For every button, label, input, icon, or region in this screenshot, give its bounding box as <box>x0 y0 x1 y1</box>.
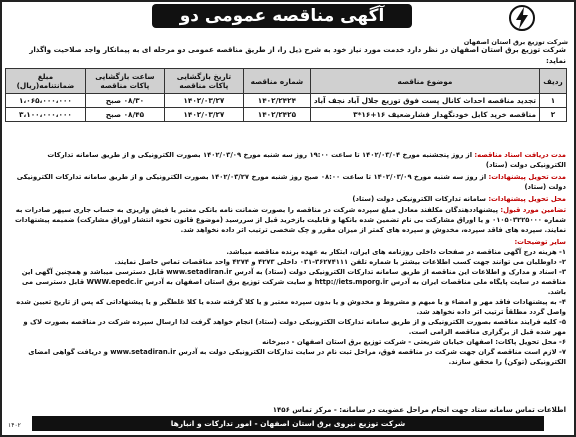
cell-subject: مناقصه خرید کابل خودنگهدار فشارضعیف ۱۶+۱۶*۳ <box>310 108 539 122</box>
section-text: پیشنهاددهندگان مکلفند معادل مبلغ سپرده شرکت در مناقصه را بصورت ضمانت نامه بانکی معتبر یا فیش واریزی به حساب جاری سپهر صادرات به شماره ۰۱۰۵۰۳۲۲۵۰۰۰ و یا اوراق مشارکت بی نام تضمین شده بانکها و قابلیت بازخرید قبل از سررسید (موضوع قانون نحوه انتشار اوراق مشارکت) ضمیمه پیشنهادات نمایند. سپرده های فاقد سپرده، مخدوش و سپرده های کمتر از میزان مقرر و چک شخصی ترتیب اثر داده نخواهد شد. <box>14 206 566 234</box>
cell-date: ۱۴۰۲/۰۳/۲۷ <box>164 108 243 122</box>
notes-section <box>10 237 566 367</box>
notes-label: سایر توضیحات: <box>514 238 566 246</box>
table-header-row <box>6 69 567 94</box>
note-item: ۷- لازم است مناقصه گران جهت شرکت در مناقصه فوق، مراحل ثبت نام در سایت تدارکات الکترونیکی دولت به آدرس www.setadiran.ir و دریافت گواهی امضای الکترونیکی (توکن) را محقق سازند. <box>28 348 566 366</box>
section-label: مدت تحویل پیشنهادات: <box>488 173 566 181</box>
notice-title: آگهی مناقصه عمومی دو مرحله ای <box>152 4 412 28</box>
cell-amount: ۱،۰۶۵،۰۰۰،۰۰۰ <box>6 94 86 108</box>
note-item: ۲- داوطلبان می توانند جهت کسب اطلاعات بیشتر با شماره تلفن ۳۶۲۷۴۱۱۱-۰۳۱ داخلی ۴۲۷۳ و ۴۲۷۴ واحد مناقصات تماس حاصل نمایند. <box>114 258 566 266</box>
cell-subject: تجدید مناقصه احداث کانال پست فوق توزیع جلال آباد نجف آباد <box>310 94 539 108</box>
cell-row: ۱ <box>540 94 567 108</box>
section-text: سامانه تدارکات الکترونیکی دولت (ستاد) <box>352 195 486 203</box>
note-item: ۱- هزینه درج آگهی مناقصه در صفحات داخلی روزنامه های ایران، ابتکار به عهده برنده مناقصه میباشد. <box>226 248 566 256</box>
col-date: تاریخ بازگشایی پاکات مناقصه <box>164 69 243 94</box>
intro-text: شرکت توزیع برق استان اصفهان در نظر دارد خدمت مورد نیاز خود به شرح ذیل را، از طریق مناقصه عمومی دو مرحله ای به پیمانکار واجد صلاحیت واگذار نماید: <box>29 45 566 65</box>
section-text: از روز پنجشنبه مورخ ۱۴۰۲/۰۳/۰۴ تا ساعت ۱۹:۰۰ روز سه شنبه مورخ ۱۴۰۲/۰۳/۰۹ بصورت الکترونیکی و از طریق سامانه تدارکات الکترونیکی دولت (ستاد) <box>47 151 566 169</box>
cell-time: ۰۸/۳۰ صبح <box>85 94 164 108</box>
lightning-tower-icon <box>507 4 537 32</box>
tender-table <box>5 68 567 122</box>
contact-info: اطلاعات تماس سامانه ستاد جهت انجام مراحل عضویت در سامانه: - مرکز تماس ۱۴۵۶ <box>272 406 566 414</box>
bid-location-section <box>10 194 566 204</box>
company-name: شرکت توزیع برق استان اصفهان <box>463 38 568 46</box>
cell-time: ۰۸/۴۵ صبح <box>85 108 164 122</box>
col-time: ساعت بازگشایی پاکات مناقصه <box>85 69 164 94</box>
footer-bar: شرکت توزیع نیروی برق استان اصفهان - امور تدارکات و انبارها <box>32 416 544 431</box>
cell-row: ۲ <box>540 108 567 122</box>
note-item: ۴- به پیشنهادات فاقد مهر و امضاء و یا مبهم و مشروط و مخدوش و یا بدون سپرده معتبر و یا کلا گرفته شده یا کلا غلطگیر و یا پیشنهاداتی که پس از تاریخ تعیین شده واصل گردد مطلقاً ترتیب اثر داده نخواهد شد. <box>16 298 566 316</box>
col-amount: مبلغ ضمانتنامه(ریال) <box>6 69 86 94</box>
note-item: ۵- کلیه فرایند مناقصه بصورت الکترونیکی و از طریق سامانه تدارکات الکترونیکی دولت (ستاد) انجام خواهد گرفت لذا ارسال سپرده شرکت در مناقصه بصورت لاک و مهر شده قبل از برگزاری مناقصه الزامی است. <box>23 318 566 336</box>
section-text: از روز سه شنبه مورخ ۱۴۰۲/۰۳/۰۹ تا ساعت ۰۸:۰۰ صبح روز شنبه مورخ ۱۴۰۲/۰۳/۲۷ بصورت الکترونیکی و از طریق سامانه تدارکات الکترونیکی دولت (ستاد) <box>16 173 566 191</box>
company-logo <box>463 4 568 46</box>
cell-number: ۱۴۰۲/۲۴۲۴ <box>243 94 310 108</box>
cell-amount: ۳،۱۰۰،۰۰۰،۰۰۰ <box>6 108 86 122</box>
col-row: ردیف <box>540 69 567 94</box>
guarantee-section <box>10 205 566 235</box>
col-number: شماره مناقصه <box>243 69 310 94</box>
section-label: مدت دریافت اسناد مناقصه: <box>474 151 566 159</box>
header <box>2 2 574 50</box>
section-label: محل تحویل پیشنهادات: <box>488 195 566 203</box>
section-label: تضامین مورد قبول: <box>500 206 566 214</box>
table-row <box>6 94 567 108</box>
footer-code: ۱۴۰۲ <box>8 422 21 429</box>
col-subject: موضوع مناقصه <box>310 69 539 94</box>
cell-date: ۱۴۰۲/۰۳/۲۷ <box>164 94 243 108</box>
note-item: ۶- محل تحویل پاکات: اصفهان خیابان شریعتی - شرکت توزیع برق استان اصفهان - دبیرخانه <box>262 338 566 346</box>
cell-number: ۱۴۰۲/۲۴۲۵ <box>243 108 310 122</box>
bid-delivery-section <box>10 172 566 192</box>
doc-receipt-section <box>10 150 566 170</box>
table-row <box>6 108 567 122</box>
note-item: ۳- اسناد و مدارک و اطلاعات این مناقصه از طریق سامانه تدارکات الکترونیکی دولت (ستاد) به آدرس www.setadiran.ir قابل دسترسی میباشد و همچنین آگهی این مناقصه در سایت پایگاه ملی مناقصات ایران به آدرس http://iets.mporg.ir و سایت شرکت توزیع برق استان اصفهان به آدرس WWW.epedc.ir قابل دسترسی می باشد. <box>21 268 566 296</box>
